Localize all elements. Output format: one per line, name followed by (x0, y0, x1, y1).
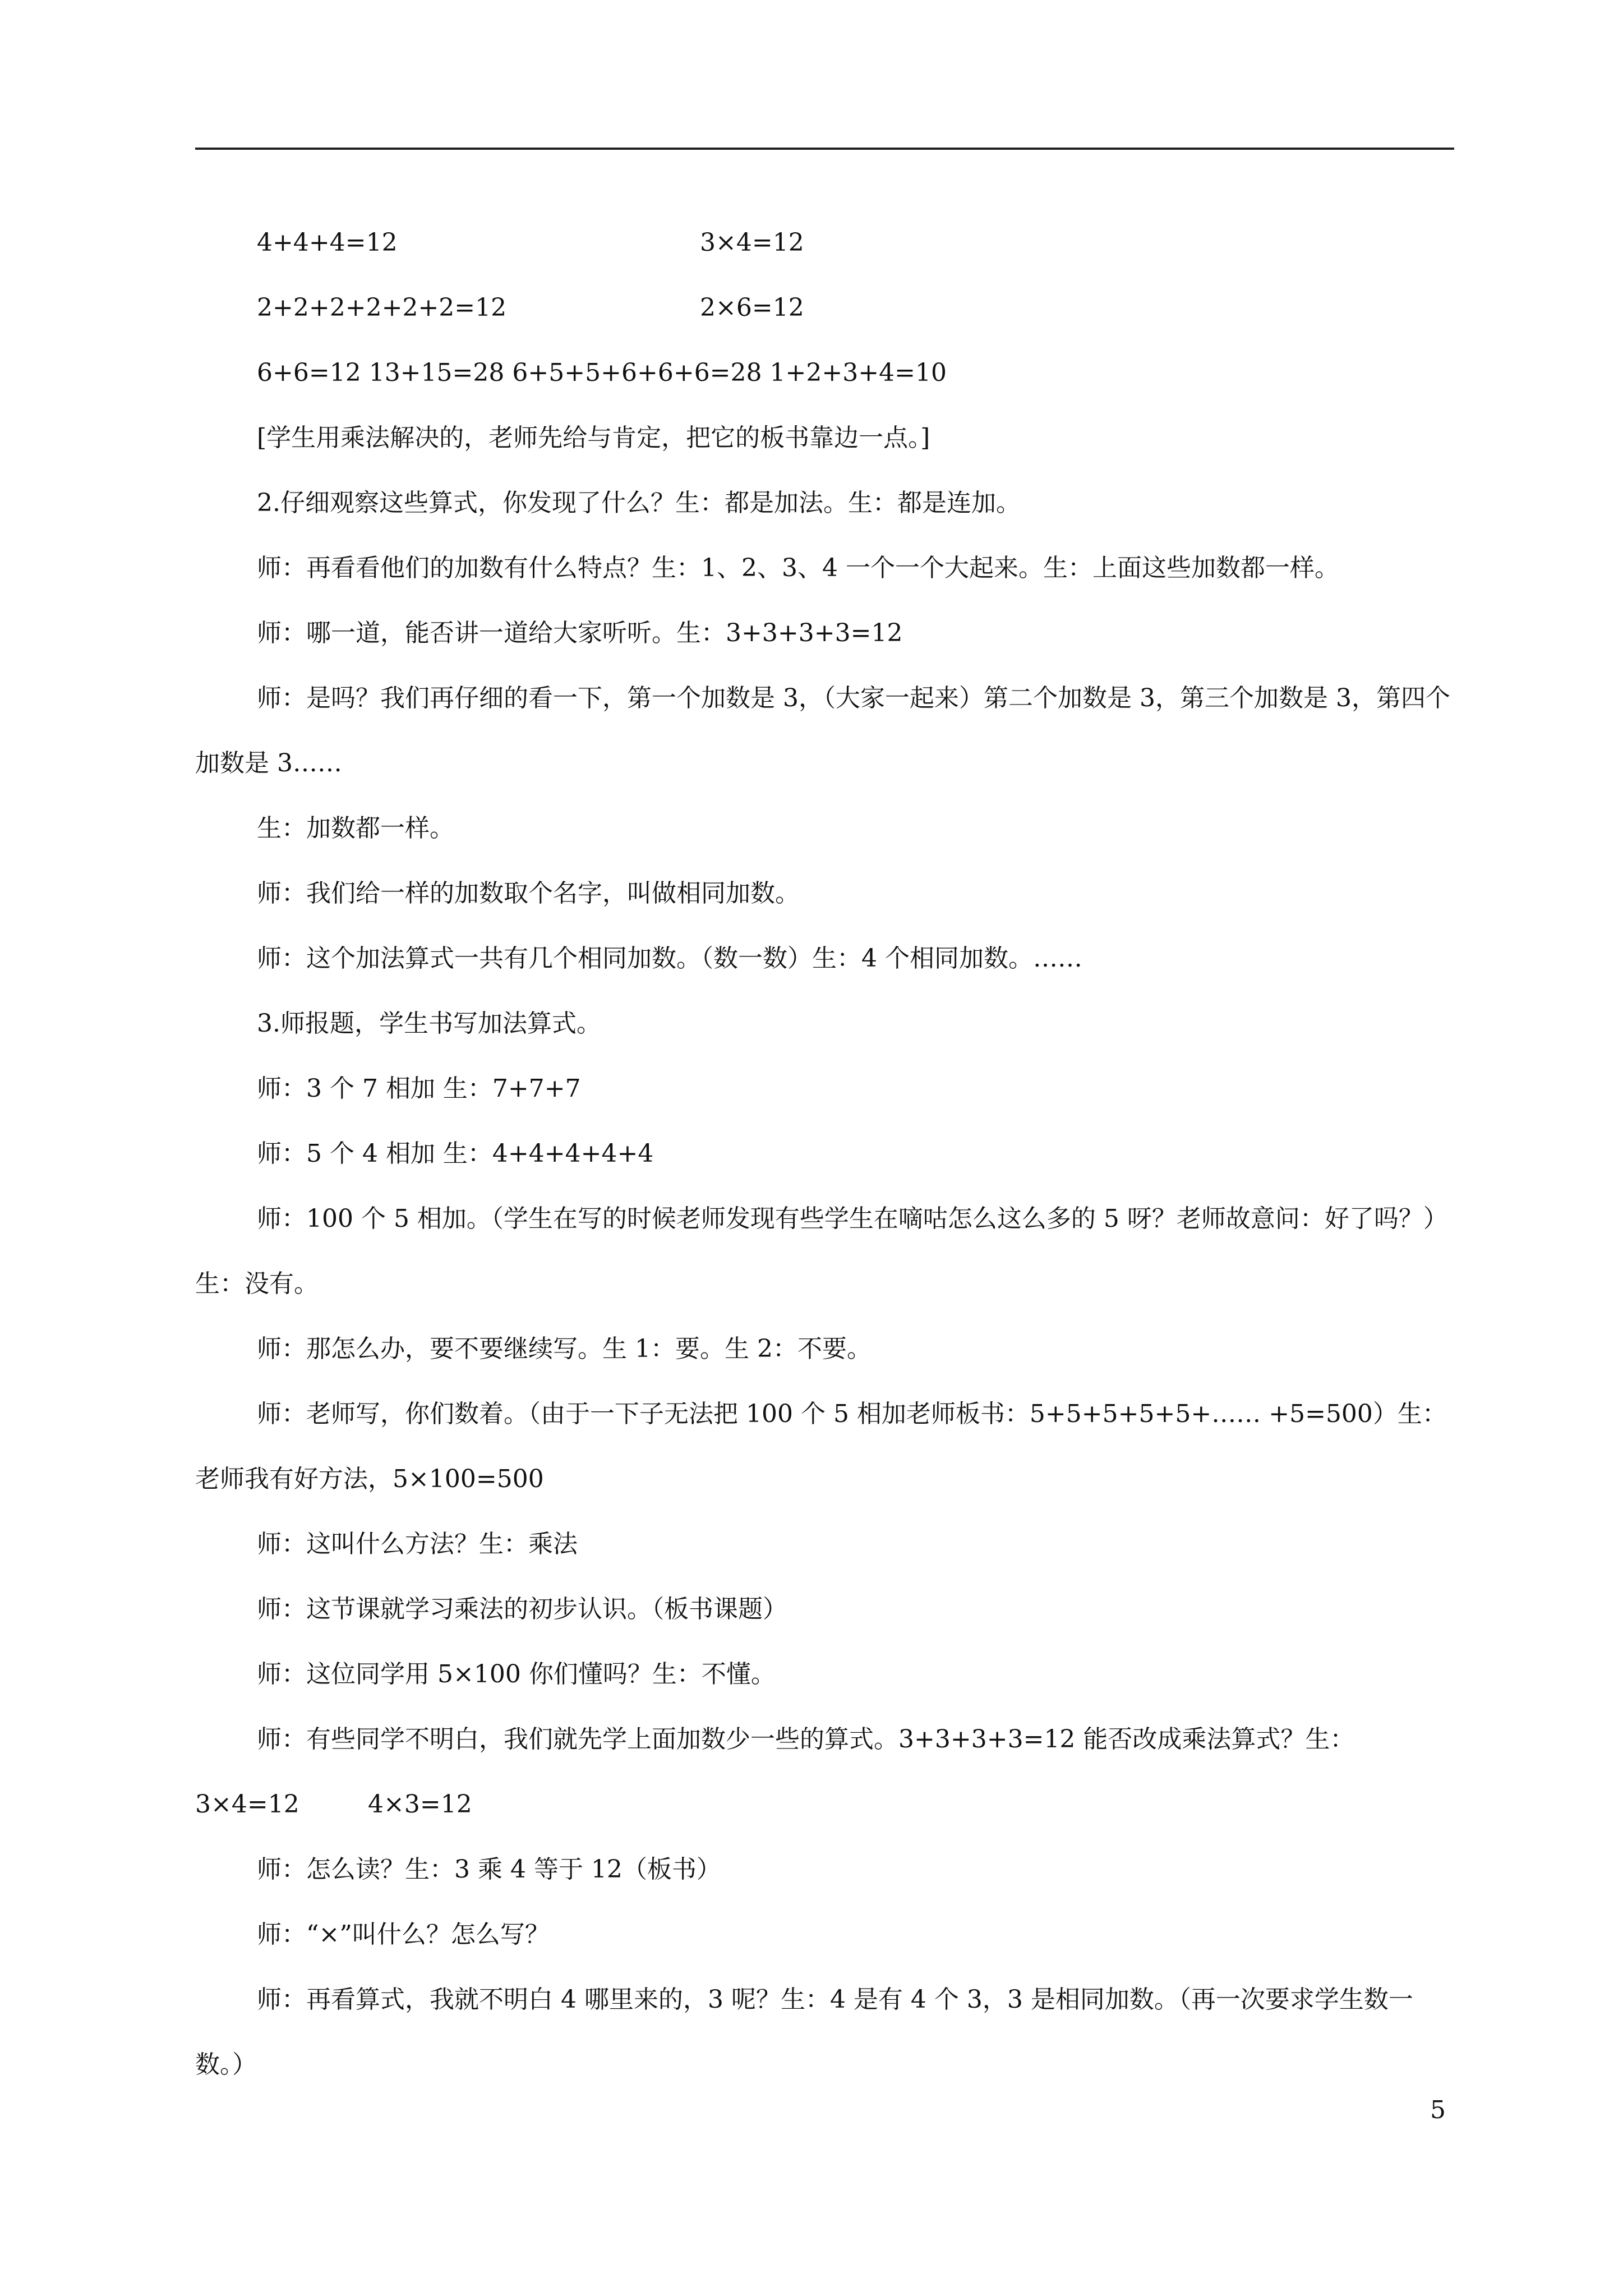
equation-multiplication: 3×4=12 (195, 1790, 299, 1819)
paragraph: 师：老师写，你们数着。（由于一下子无法把 100 个 5 相加老师板书：5+5+5+5+5+…… +5=500）生：老师我有好方法，5×100=500 (195, 1400, 1447, 1493)
paragraph: 师：再看看他们的加数有什么特点？生：1、2、3、4 一个一个大起来。生：上面这些加数都一样。 (257, 554, 1339, 582)
paragraph: 生：加数都一样。 (257, 814, 454, 843)
equation-multiplication: 4×3=12 (368, 1790, 472, 1819)
paragraph: 师：再看算式，我就不明白 4 哪里来的，3 呢？生：4 是有 4 个 3，3 是相同加数。（再一次要求学生数一数。） (195, 1985, 1413, 2079)
paragraph: 师：5 个 4 相加 生：4+4+4+4+4 (257, 1139, 654, 1168)
paragraph: 师：这叫什么方法？生：乘法 (257, 1530, 578, 1558)
equation-addition: 4+4+4=12 (257, 228, 398, 257)
paragraph: 2.仔细观察这些算式，你发现了什么？生：都是加法。生：都是连加。 (257, 489, 1021, 517)
equation-row-2 (195, 275, 1454, 341)
equation-multiplication: 3×4=12 (700, 228, 804, 257)
paragraph: 师：有些同学不明白，我们就先学上面加数少一些的算式。3+3+3+3=12 能否改成乘法算式？生： (257, 1725, 1355, 1754)
paragraph: 师：这个加法算式一共有几个相同加数。（数一数）生：4 个相同加数。…… (257, 944, 1082, 973)
equation-multiplication: 2×6=12 (700, 293, 804, 322)
equation-addition: 2+2+2+2+2+2=12 (257, 293, 507, 322)
equation-row-3x4 (195, 1772, 1454, 1837)
page-number: 5 (1430, 2096, 1446, 2124)
equation-row-3: 6+6=12 13+15=28 6+5+5+6+6+6=28 1+2+3+4=10 (257, 358, 947, 387)
page-body (195, 210, 1454, 2097)
paragraph: 师：这节课就学习乘法的初步认识。（板书课题） (257, 1595, 787, 1623)
equation-row-1 (195, 210, 1454, 275)
paragraph: 师：3 个 7 相加 生：7+7+7 (257, 1074, 581, 1103)
paragraph: 师：100 个 5 相加。（学生在写的时候老师发现有些学生在嘀咕怎么这么多的 5 呀？老师故意问：好了吗？）生：没有。 (195, 1204, 1448, 1298)
header-rule (195, 148, 1454, 150)
paragraph: 师：是吗？我们再仔细的看一下，第一个加数是 3，（大家一起来）第二个加数是 3，第三个加数是 3，第四个加数是 3…… (195, 684, 1450, 777)
paragraph: 师：那怎么办，要不要继续写。生 1：要。生 2：不要。 (257, 1335, 872, 1363)
paragraph: 师：“×”叫什么？怎么写？ (257, 1920, 550, 1949)
paragraph: 3.师报题，学生书写加法算式。 (257, 1009, 601, 1038)
paragraph: 师：哪一道，能否讲一道给大家听听。生：3+3+3+3=12 (257, 619, 903, 647)
paragraph: 师：这位同学用 5×100 你们懂吗？生：不懂。 (257, 1660, 776, 1688)
paragraph: [学生用乘法解决的，老师先给与肯定，把它的板书靠边一点。] (257, 424, 930, 452)
paragraph: 师：怎么读？生：3 乘 4 等于 12（板书） (257, 1855, 721, 1884)
paragraph: 师：我们给一样的加数取个名字，叫做相同加数。 (257, 879, 800, 908)
